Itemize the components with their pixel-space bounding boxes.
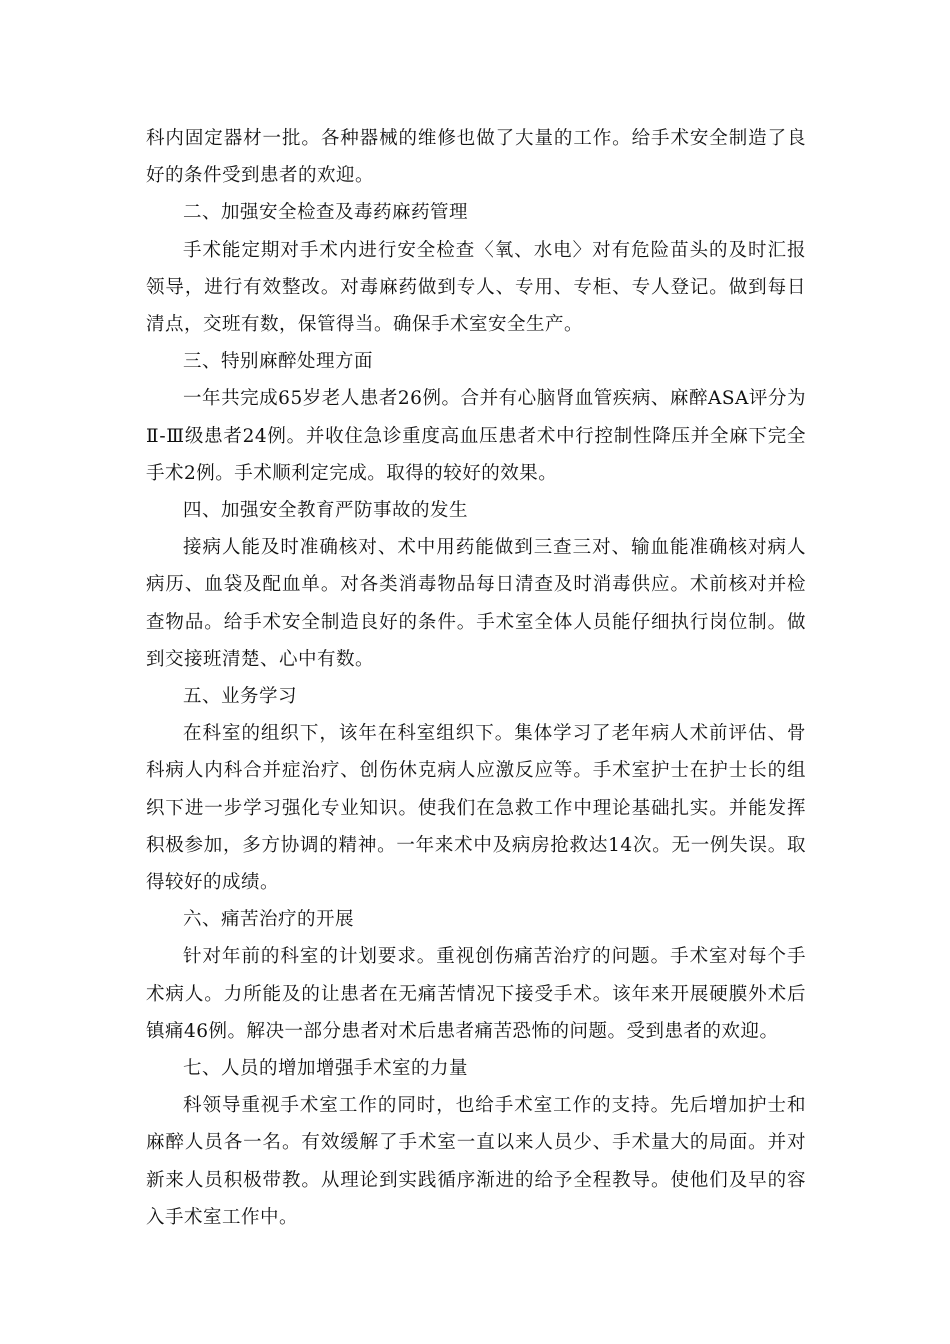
section-heading-special-anesthesia: 三、特别麻醉处理方面 [183, 351, 374, 373]
section-heading-staff-increase: 七、人员的增加增强手术室的力量 [183, 1058, 469, 1080]
paragraph-safety-inspection: 手术能定期对手术内进行安全检查〈氧、水电〉对有危险苗头的及时汇报领导，进行有效整改。对毒麻药做到专人、专用、专柜、专人登记。做到每日清点，交班有数，保管得当。确保手术室安全生产。 [146, 239, 806, 336]
paragraph-professional-study: 在科室的组织下，该年在科室组织下。集体学习了老年病人术前评估、骨科病人内科合并症治疗、创伤休克病人应激反应等。手术室护士在护士长的组织下进一步学习强化专业知识。使我们在急救工作中理论基础扎实。并能发挥积极参加，多方协调的精神。一年来术中及病房抢救达14次。无一例失误。取得较好的成绩。 [146, 723, 806, 894]
paragraph-pain-treatment: 针对年前的科室的计划要求。重视创伤痛苦治疗的问题。手术室对每个手术病人。力所能及的让患者在无痛苦情况下接受手术。该年来开展硬膜外术后镇痛46例。解决一部分患者对术后患者痛苦恐怖的问题。受到患者的欢迎。 [146, 946, 806, 1042]
paragraph-equipment: 科内固定器材一批。各种器械的维修也做了大量的工作。给手术安全制造了良好的条件受到患者的欢迎。 [146, 128, 806, 187]
paragraph-special-anesthesia: 一年共完成65岁老人患者26例。合并有心脑肾血管疾病、麻醉ASA评分为Ⅱ-Ⅲ级患者24例。并收住急诊重度高血压患者术中行控制性降压并全麻下完全手术2例。手术顺利定完成。取得的较好的效果。 [146, 388, 806, 484]
section-heading-safety-inspection: 二、加强安全检查及毒药麻药管理 [183, 202, 469, 224]
section-heading-pain-treatment: 六、痛苦治疗的开展 [183, 909, 355, 931]
section-heading-professional-study: 五、业务学习 [183, 686, 298, 708]
paragraph-staff-increase: 科领导重视手术室工作的同时，也给手术室工作的支持。先后增加护士和麻醉人员各一名。有效缓解了手术室一直以来人员少、手术量大的局面。并对新来人员积极带教。从理论到实践循序渐进的给予全程教导。使他们及早的容入手术室工作中。 [146, 1095, 806, 1228]
document-body [146, 120, 806, 1236]
section-heading-safety-education: 四、加强安全教育严防事故的发生 [183, 500, 469, 522]
paragraph-safety-education: 接病人能及时准确核对、术中用药能做到三查三对、输血能准确核对病人病历、血袋及配血单。对各类消毒物品每日清查及时消毒供应。术前核对并检查物品。给手术安全制造良好的条件。手术室全体人员能仔细执行岗位制。做到交接班清楚、心中有数。 [146, 537, 806, 670]
